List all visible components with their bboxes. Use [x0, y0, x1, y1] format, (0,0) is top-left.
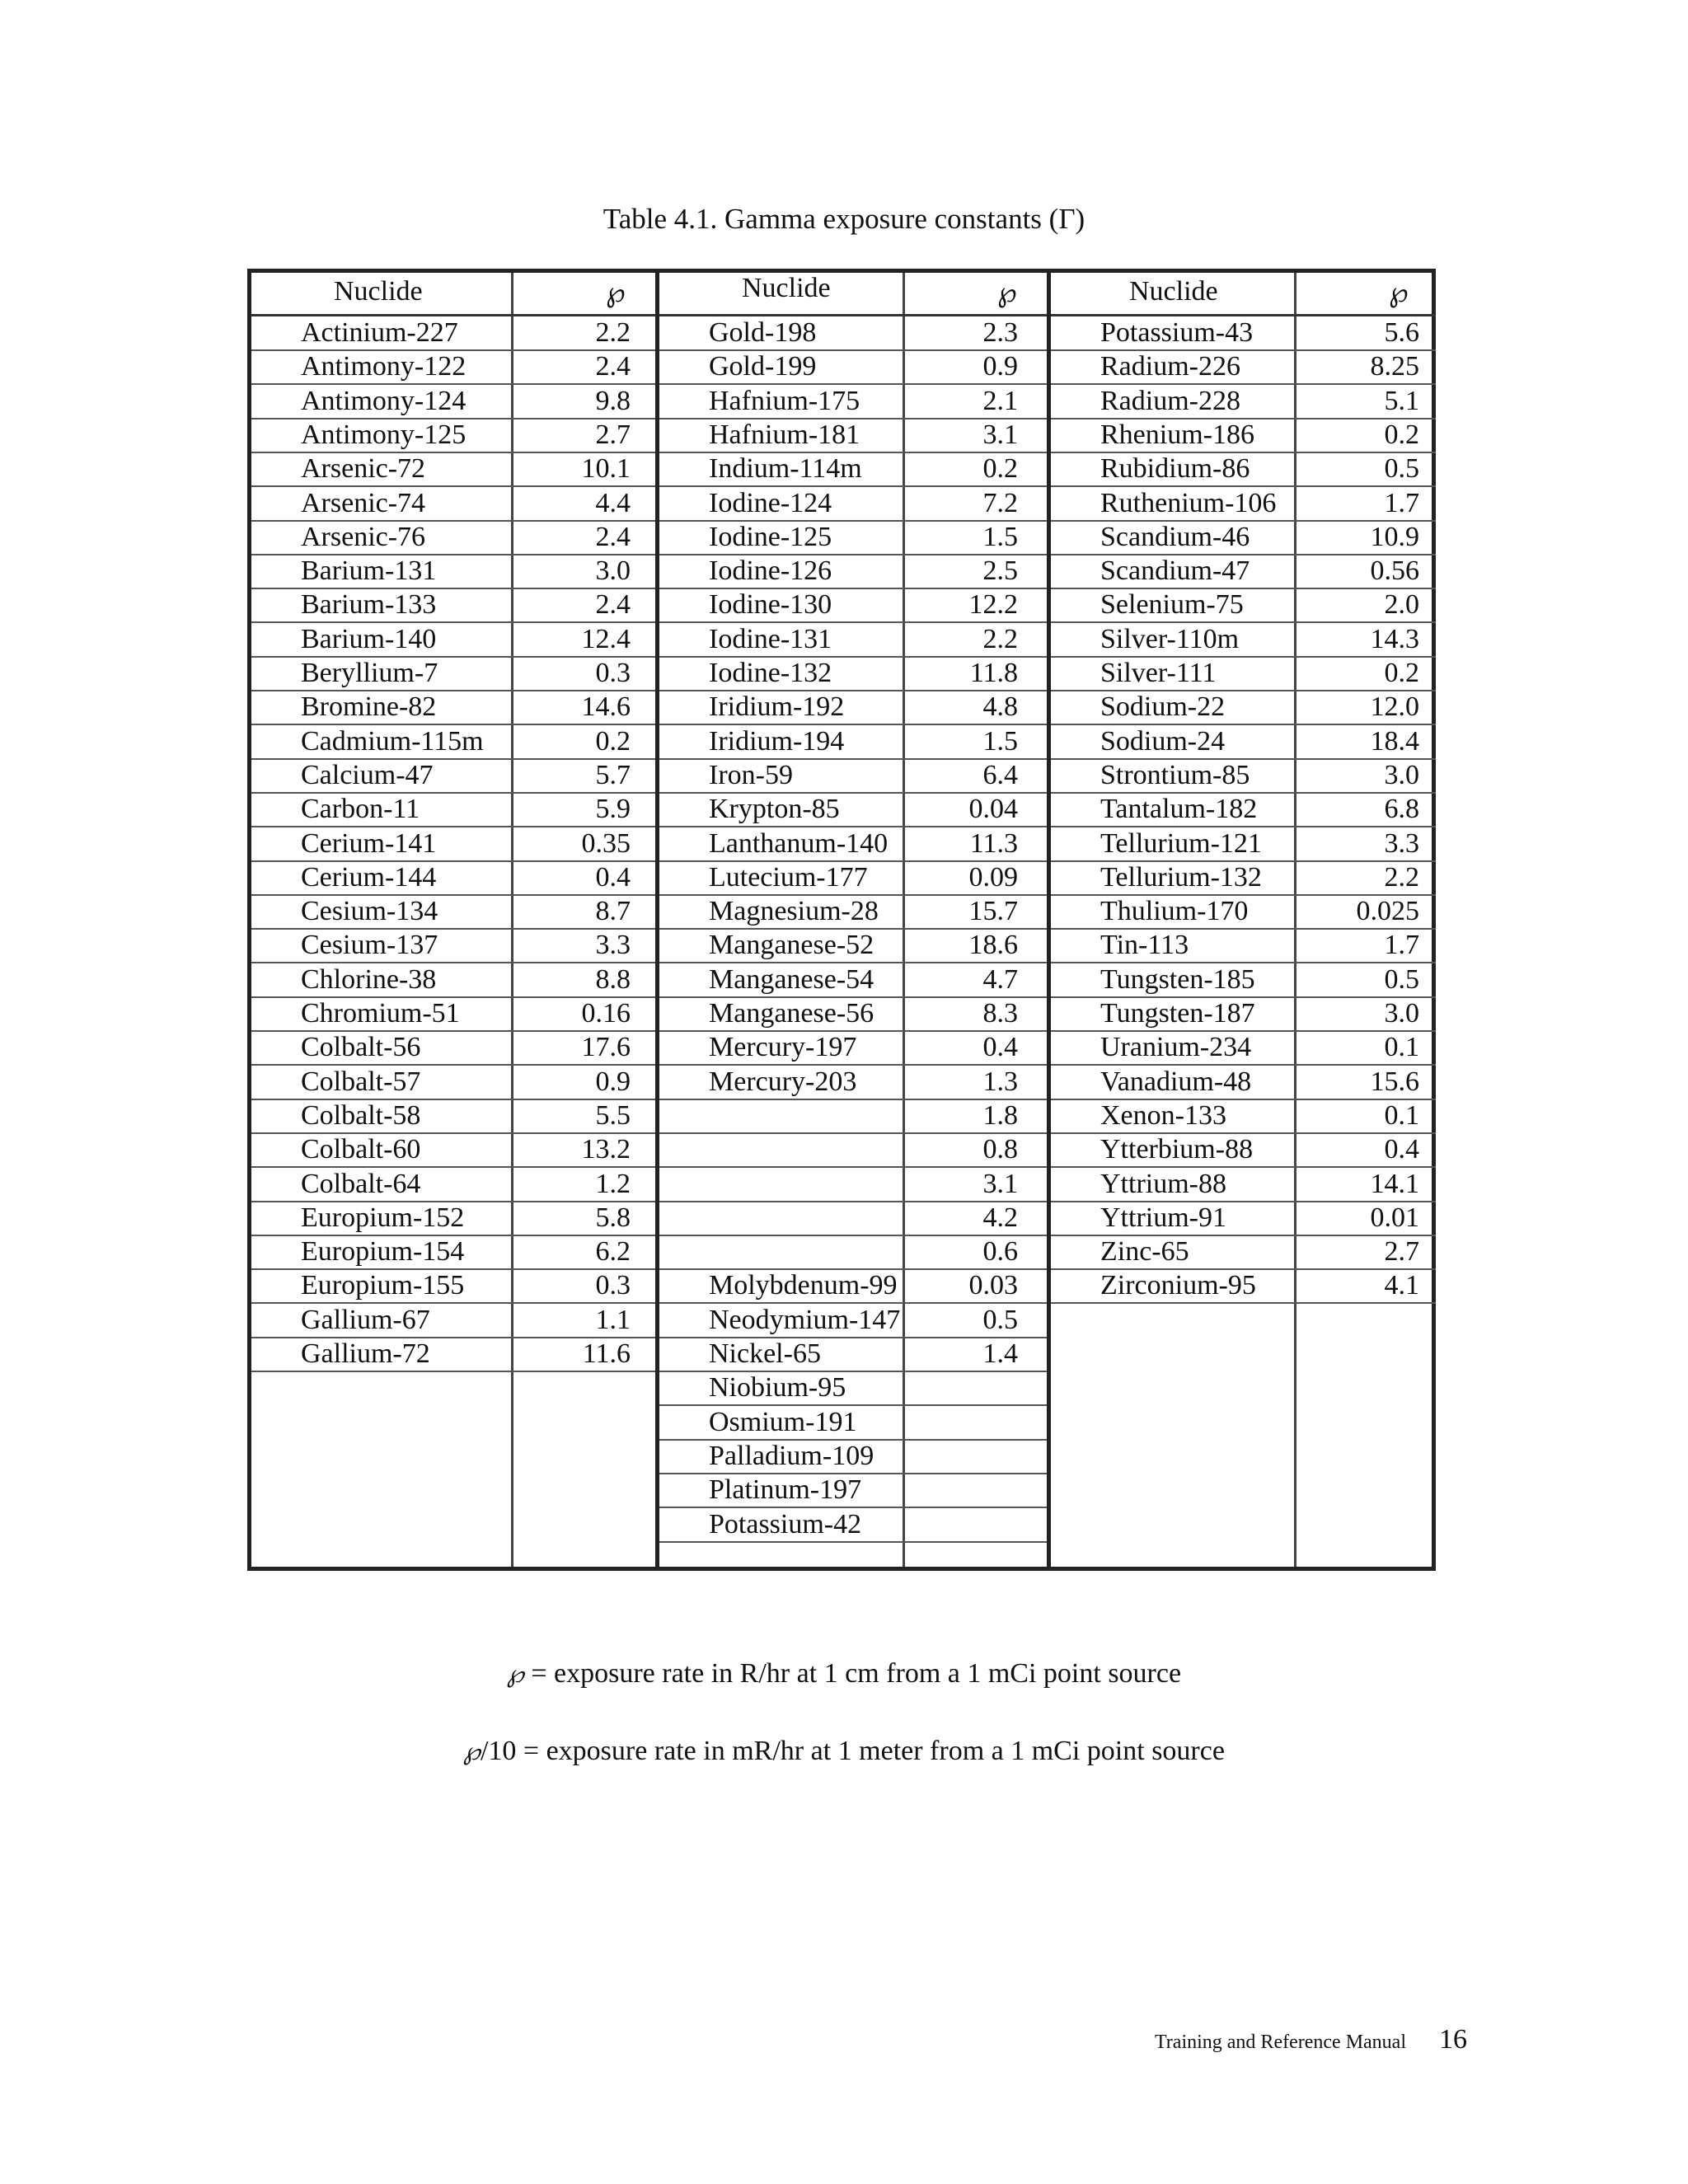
table-row: [659, 486, 1051, 522]
nuclide-name: Silver-110m: [1100, 623, 1240, 654]
table-row: [251, 1099, 655, 1134]
manual-name: Training and Reference Manual: [1154, 2032, 1406, 2053]
gamma-value: 0.5: [1384, 453, 1419, 485]
table-row: [659, 827, 1051, 862]
nuclide-name: Xenon-133: [1100, 1099, 1226, 1131]
gamma-value: 6.8: [1384, 794, 1419, 825]
table-row: [251, 384, 655, 419]
nuclide-name: Ytterbium-88: [1100, 1134, 1254, 1165]
nuclide-name: Iodine-132: [709, 658, 832, 688]
gamma-value: 0.2: [595, 725, 631, 757]
nuclide-name: Zinc-65: [1100, 1236, 1189, 1268]
nuclide-name: Nickel-65: [709, 1338, 821, 1369]
nuclide-name: Tin-113: [1100, 930, 1189, 961]
gamma-value: 9.8: [595, 385, 631, 416]
table-row: [251, 827, 655, 862]
table-row: [659, 1405, 1051, 1441]
nuclide-name: Magnesium-28: [709, 896, 879, 927]
table-row: [659, 520, 1051, 555]
table-row: [659, 1201, 1051, 1236]
table-row: [1051, 588, 1436, 623]
nuclide-name: Chromium-51: [301, 998, 460, 1029]
table-row: [1051, 963, 1436, 998]
table-row: [659, 1507, 1051, 1543]
gamma-value: 0.3: [595, 1270, 631, 1301]
gamma-value: 2.4: [595, 351, 631, 382]
gamma-value: 0.03: [968, 1270, 1018, 1301]
nuclide-name: Tellurium-132: [1100, 861, 1262, 893]
gamma-value: 0.16: [581, 998, 631, 1029]
table-row: [1051, 1235, 1436, 1270]
nuclide-name: Sodium-22: [1100, 691, 1226, 723]
gamma-symbol: ℘: [506, 1661, 524, 1688]
table-row: [1051, 1099, 1436, 1134]
gamma-value: 14.3: [1370, 623, 1419, 654]
gamma-value: 0.1: [1384, 1032, 1419, 1063]
nuclide-name: Palladium-109: [709, 1440, 874, 1471]
table-row: [251, 1268, 655, 1304]
nuclide-name: Europium-152: [301, 1202, 465, 1233]
nuclide-name: Barium-131: [301, 555, 437, 587]
table-row: [251, 1303, 655, 1338]
gamma-value: 18.4: [1370, 725, 1419, 757]
nuclide-name: Colbalt-57: [301, 1066, 421, 1097]
gamma-value: 12.2: [968, 589, 1018, 621]
gamma-value: 2.0: [1384, 589, 1419, 621]
nuclide-name: Potassium-42: [709, 1508, 862, 1540]
table-row: [251, 622, 655, 658]
gamma-value: 3.3: [1384, 827, 1419, 859]
gamma-value: 4.2: [982, 1202, 1018, 1233]
nuclide-name: Iodine-126: [709, 555, 832, 587]
nuclide-name: Uranium-234: [1100, 1032, 1252, 1063]
table-column-1: [251, 273, 655, 1567]
nuclide-name: Cerium-144: [301, 861, 437, 893]
nuclide-name: Iridium-194: [709, 725, 845, 757]
gamma-value: 0.09: [968, 861, 1018, 893]
table-row: [251, 1065, 655, 1100]
nuclide-name: Gallium-72: [301, 1338, 430, 1369]
nuclide-name: Iodine-131: [709, 623, 832, 654]
table-row: [251, 588, 655, 623]
table-row: [1051, 622, 1436, 658]
gamma-value: 0.5: [982, 1304, 1018, 1335]
table-row: [251, 690, 655, 725]
table-row: [659, 349, 1051, 385]
page-number: 16: [1439, 2024, 1467, 2055]
nuclide-name: Mercury-197: [709, 1032, 857, 1063]
table-row: [659, 1371, 1051, 1406]
nuclide-name: Krypton-85: [709, 794, 840, 825]
gamma-value: 2.4: [595, 589, 631, 621]
gamma-value: 1.5: [982, 521, 1018, 552]
nuclide-name: Cesium-134: [301, 896, 438, 927]
nuclide-name: Yttrium-91: [1100, 1202, 1226, 1233]
gamma-value: 14.1: [1370, 1168, 1419, 1199]
nuclide-name: Tellurium-121: [1100, 827, 1262, 859]
gamma-value: 3.0: [1384, 759, 1419, 790]
gamma-value: 15.6: [1370, 1066, 1419, 1097]
table-row: [1051, 349, 1436, 385]
table-row: [251, 1337, 655, 1372]
nuclide-name: Carbon-11: [301, 794, 420, 825]
page-footer: [1155, 2024, 1467, 2055]
header-gamma: ℘: [1389, 278, 1409, 308]
gamma-value: 8.7: [595, 896, 631, 927]
table-row: [1051, 1268, 1436, 1304]
gamma-value: 0.2: [982, 453, 1018, 485]
gamma-value: 0.4: [1384, 1134, 1419, 1165]
nuclide-name: Arsenic-76: [301, 521, 426, 552]
nuclide-name: Chlorine-38: [301, 963, 437, 995]
nuclide-name: Tantalum-182: [1100, 794, 1258, 825]
nuclide-name: Thulium-170: [1100, 896, 1249, 927]
gamma-value: 1.8: [982, 1099, 1018, 1131]
gamma-value: 0.01: [1370, 1202, 1419, 1233]
nuclide-name: Osmium-191: [709, 1406, 857, 1437]
table-row: [251, 792, 655, 827]
table-row: [659, 384, 1051, 419]
nuclide-name: Lutecium-177: [709, 861, 868, 893]
nuclide-name: Antimony-125: [301, 419, 467, 450]
gamma-value: 6.2: [595, 1236, 631, 1268]
header-gamma: ℘: [997, 278, 1017, 308]
gamma-value: 0.56: [1370, 555, 1419, 587]
gamma-value: 5.8: [595, 1202, 631, 1233]
nuclide-name: Bromine-82: [301, 691, 437, 723]
nuclide-name: Manganese-52: [709, 930, 874, 961]
nuclide-name: Scandium-47: [1100, 555, 1250, 587]
nuclide-name: Hafnium-175: [709, 385, 860, 416]
table-row: [659, 622, 1051, 658]
gamma-value: 15.7: [968, 896, 1018, 927]
nuclide-name: Colbalt-64: [301, 1168, 421, 1199]
gamma-value: 11.3: [969, 827, 1018, 859]
gamma-value: 13.2: [581, 1134, 631, 1165]
nuclide-name: Colbalt-56: [301, 1032, 421, 1063]
gamma-value: 2.2: [595, 317, 631, 348]
table-row: [659, 724, 1051, 760]
nuclide-name: Silver-111: [1100, 658, 1217, 688]
table-row: [1051, 1132, 1436, 1168]
legend-text-1: = exposure rate in R/hr at 1 cm from a 1 mCi point source: [523, 1658, 1182, 1689]
nuclide-name: Iodine-125: [709, 521, 832, 552]
nuclide-name: Barium-140: [301, 623, 437, 654]
table-row: [659, 1268, 1051, 1304]
header-nuclide: Nuclide: [334, 276, 423, 307]
nuclide-name: Beryllium-7: [301, 658, 438, 688]
nuclide-name: Colbalt-58: [301, 1099, 421, 1131]
nuclide-name: Antimony-122: [301, 351, 467, 382]
nuclide-name: Gold-198: [709, 317, 817, 348]
nuclide-name: Actinium-227: [301, 317, 458, 348]
gamma-value: 14.6: [581, 691, 631, 723]
table-row: [251, 452, 655, 487]
gamma-value: 2.5: [982, 555, 1018, 587]
gamma-value: 18.6: [968, 930, 1018, 961]
gamma-value: 3.1: [982, 1168, 1018, 1199]
table-row: [1051, 1030, 1436, 1066]
table-row: [1051, 996, 1436, 1032]
nuclide-name: Cesium-137: [301, 930, 438, 961]
table-row: [251, 1201, 655, 1236]
table-row: [659, 996, 1051, 1032]
nuclide-name: Tungsten-185: [1100, 963, 1255, 995]
gamma-value: 0.3: [595, 658, 631, 688]
gamma-value: 0.9: [982, 351, 1018, 382]
gamma-value: 0.4: [982, 1032, 1018, 1063]
table-row: [251, 554, 655, 589]
nuclide-name: Cadmium-115m: [301, 725, 484, 757]
table-row: [659, 690, 1051, 725]
nuclide-name: Platinum-197: [709, 1474, 862, 1506]
table-row: [1051, 554, 1436, 589]
gamma-value: 0.1: [1384, 1099, 1419, 1131]
gamma-value: 10.9: [1370, 521, 1419, 552]
gamma-value: 2.7: [1384, 1236, 1419, 1268]
gamma-value: 1.4: [982, 1338, 1018, 1369]
gamma-value: 0.9: [595, 1066, 631, 1097]
table-row: [659, 1065, 1051, 1100]
nuclide-name: Iron-59: [709, 759, 793, 790]
table-row: [659, 554, 1051, 589]
table-row: [1051, 792, 1436, 827]
table-row: [1051, 656, 1436, 691]
gamma-value: 11.6: [582, 1338, 631, 1369]
nuclide-name: Iodine-124: [709, 487, 832, 518]
gamma-value: 1.1: [595, 1304, 631, 1335]
table-row: [251, 418, 655, 453]
table-row: [251, 894, 655, 930]
table-row: [659, 1132, 1051, 1168]
gamma-value: 1.7: [1384, 487, 1419, 518]
table-row: [1051, 452, 1436, 487]
gamma-value: 0.2: [1384, 658, 1419, 688]
table-row: [659, 1099, 1051, 1134]
table-row: [251, 860, 655, 896]
table-row: [659, 928, 1051, 963]
nuclide-name: Niobium-95: [709, 1372, 846, 1404]
table-row: [1051, 1201, 1436, 1236]
table-row: [251, 520, 655, 555]
gamma-value: 0.04: [968, 794, 1018, 825]
table-row: [659, 588, 1051, 623]
nuclide-name: Antimony-124: [301, 385, 467, 416]
nuclide-name: Selenium-75: [1100, 589, 1244, 621]
gamma-symbol: ℘: [463, 1738, 481, 1765]
gamma-constants-table: [247, 269, 1436, 1571]
gamma-value: 7.2: [982, 487, 1018, 518]
nuclide-name: Manganese-56: [709, 998, 874, 1029]
header-gamma: ℘: [606, 278, 626, 308]
nuclide-name: Strontium-85: [1100, 759, 1250, 790]
nuclide-name: Zirconium-95: [1100, 1270, 1256, 1301]
table-row: [251, 1030, 655, 1066]
gamma-value: 8.25: [1370, 351, 1419, 382]
table-row: [1051, 1065, 1436, 1100]
gamma-value: 2.3: [982, 317, 1018, 348]
nuclide-name: Molybdenum-99: [709, 1270, 898, 1301]
nuclide-name: Radium-226: [1100, 351, 1240, 382]
table-row: [659, 1337, 1051, 1372]
nuclide-name: Yttrium-88: [1100, 1168, 1226, 1199]
table-row: [659, 894, 1051, 930]
table-row: [659, 452, 1051, 487]
gamma-value: 2.2: [982, 623, 1018, 654]
nuclide-name: Sodium-24: [1100, 725, 1226, 757]
gamma-value: 8.3: [982, 998, 1018, 1029]
header-nuclide: Nuclide: [1129, 276, 1218, 307]
table-row: [1051, 758, 1436, 794]
nuclide-name: Iodine-130: [709, 589, 832, 621]
table-row: [251, 656, 655, 691]
table-row: [1051, 860, 1436, 896]
gamma-value: 2.7: [595, 419, 631, 450]
table-row: [1051, 418, 1436, 453]
table-row: [659, 418, 1051, 453]
gamma-value: 2.4: [595, 521, 631, 552]
gamma-value: 10.1: [581, 453, 631, 485]
nuclide-name: Neodymium-147: [709, 1304, 901, 1335]
gamma-value: 4.1: [1384, 1270, 1419, 1301]
table-row: [251, 349, 655, 385]
table-row: [251, 758, 655, 794]
table-row: [1051, 316, 1436, 351]
nuclide-name: Vanadium-48: [1100, 1066, 1252, 1097]
table-row: [1051, 827, 1436, 862]
table-row: [659, 860, 1051, 896]
nuclide-name: Indium-114m: [709, 453, 862, 485]
nuclide-name: Potassium-43: [1100, 317, 1254, 348]
table-row: [659, 1303, 1051, 1338]
table-row: [659, 792, 1051, 827]
gamma-value: 17.6: [581, 1032, 631, 1063]
nuclide-name: Gallium-67: [301, 1304, 430, 1335]
gamma-value: 5.1: [1384, 385, 1419, 416]
gamma-value: 1.3: [982, 1066, 1018, 1097]
table-column-3: [1047, 273, 1436, 1567]
gamma-value: 12.0: [1370, 691, 1419, 723]
gamma-value: 3.3: [595, 930, 631, 961]
table-row: [659, 656, 1051, 691]
table-title: Table 4.1. Gamma exposure constants (Γ): [603, 203, 1085, 235]
table-row: [251, 316, 655, 351]
table-row: [659, 1167, 1051, 1202]
nuclide-name: Tungsten-187: [1100, 998, 1255, 1029]
gamma-value: 1.7: [1384, 930, 1419, 961]
gamma-value: 2.2: [1384, 861, 1419, 893]
gamma-value: 6.4: [982, 759, 1018, 790]
nuclide-name: Iridium-192: [709, 691, 845, 723]
table-row: [251, 1235, 655, 1270]
table-row: [1051, 520, 1436, 555]
nuclide-name: Radium-228: [1100, 385, 1240, 416]
gamma-value: 4.4: [595, 487, 631, 518]
gamma-value: 5.5: [595, 1099, 631, 1131]
table-column-2: [655, 273, 1051, 1567]
gamma-value: 4.7: [982, 963, 1018, 995]
nuclide-name: Scandium-46: [1100, 521, 1250, 552]
nuclide-name: Mercury-203: [709, 1066, 857, 1097]
nuclide-name: Europium-154: [301, 1236, 465, 1268]
gamma-value: 1.2: [595, 1168, 631, 1199]
gamma-value: 0.5: [1384, 963, 1419, 995]
table-row: [1051, 1167, 1436, 1202]
nuclide-name: Ruthenium-106: [1100, 487, 1277, 518]
table-row: [659, 758, 1051, 794]
nuclide-name: Gold-199: [709, 351, 817, 382]
gamma-value: 11.8: [969, 658, 1018, 688]
header-nuclide: Nuclide: [742, 273, 831, 303]
legend-line-2: [0, 1736, 1688, 1767]
gamma-value: 5.9: [595, 794, 631, 825]
table-row: [251, 1132, 655, 1168]
gamma-value: 5.6: [1384, 317, 1419, 348]
nuclide-name: Lanthanum-140: [709, 827, 889, 859]
gamma-value: 1.5: [982, 725, 1018, 757]
legend-text-2: /10 = exposure rate in mR/hr at 1 meter from a 1 mCi point source: [480, 1736, 1225, 1766]
table-row: [659, 1473, 1051, 1508]
gamma-value: 0.025: [1356, 896, 1419, 927]
nuclide-name: Cerium-141: [301, 827, 437, 859]
table-row: [1051, 384, 1436, 419]
gamma-value: 4.8: [982, 691, 1018, 723]
gamma-value: 3.0: [595, 555, 631, 587]
table-row: [251, 928, 655, 963]
gamma-value: 0.6: [982, 1236, 1018, 1268]
table-row: [1051, 486, 1436, 522]
gamma-value: 2.1: [982, 385, 1018, 416]
nuclide-name: Manganese-54: [709, 963, 874, 995]
table-row: [251, 724, 655, 760]
gamma-value: 8.8: [595, 963, 631, 995]
gamma-value: 0.8: [982, 1134, 1018, 1165]
gamma-value: 3.0: [1384, 998, 1419, 1029]
nuclide-name: Europium-155: [301, 1270, 465, 1301]
table-row: [1051, 724, 1436, 760]
table-row: [251, 486, 655, 522]
table-row: [659, 1030, 1051, 1066]
nuclide-name: Calcium-47: [301, 759, 434, 790]
nuclide-name: Rhenium-186: [1100, 419, 1254, 450]
gamma-value: 12.4: [581, 623, 631, 654]
table-row: [1051, 928, 1436, 963]
table-row: [251, 963, 655, 998]
table-row: [659, 963, 1051, 998]
nuclide-name: Rubidium-86: [1100, 453, 1250, 485]
gamma-value: 3.1: [982, 419, 1018, 450]
table-row: [251, 1167, 655, 1202]
table-row: [659, 1235, 1051, 1270]
nuclide-name: Barium-133: [301, 589, 437, 621]
nuclide-name: Colbalt-60: [301, 1134, 421, 1165]
legend-line-1: [0, 1658, 1688, 1690]
gamma-value: 0.4: [595, 861, 631, 893]
table-row: [251, 996, 655, 1032]
gamma-value: 0.35: [581, 827, 631, 859]
nuclide-name: Arsenic-74: [301, 487, 426, 518]
table-row: [659, 316, 1051, 351]
gamma-value: 5.7: [595, 759, 631, 790]
nuclide-name: Arsenic-72: [301, 453, 426, 485]
nuclide-name: Hafnium-181: [709, 419, 860, 450]
table-row: [1051, 690, 1436, 725]
table-row: [659, 1439, 1051, 1474]
gamma-value: 0.2: [1384, 419, 1419, 450]
table-row: [1051, 894, 1436, 930]
